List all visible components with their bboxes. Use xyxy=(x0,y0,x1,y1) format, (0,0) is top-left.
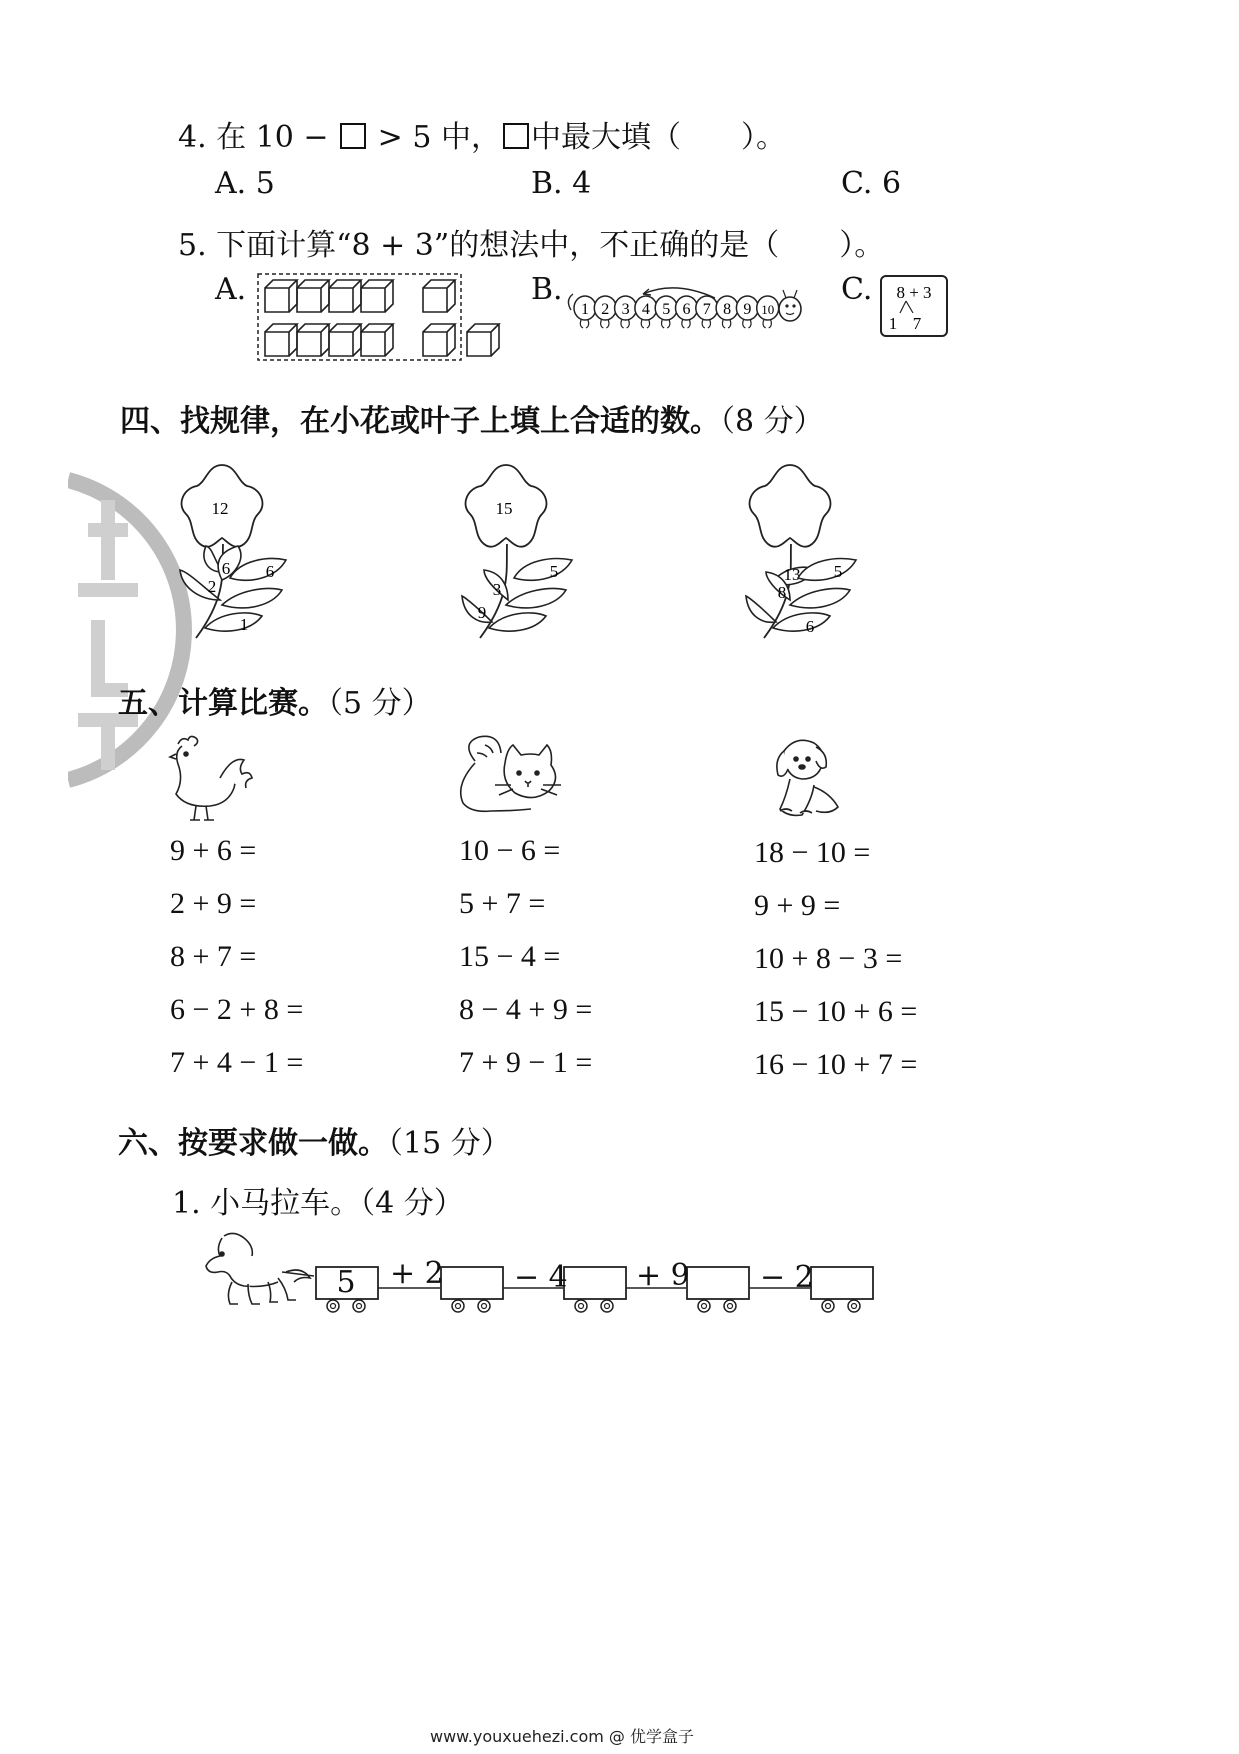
flower-1-leaf-c[interactable]: 2 xyxy=(207,577,217,596)
calc-column-1 xyxy=(170,834,370,1099)
calc-problem[interactable]: 7 + 4 − 1 = xyxy=(170,1046,304,1079)
cart-wheel xyxy=(452,1300,464,1312)
decomp-right: 7 xyxy=(912,314,922,333)
operation-4: − 2 xyxy=(760,1260,814,1295)
q5-option-c-label[interactable]: C. xyxy=(841,272,873,307)
operation-2: − 4 xyxy=(514,1260,568,1295)
caterpillar-feet xyxy=(682,320,690,328)
section5-heading xyxy=(118,678,432,722)
section4-points: （8 分） xyxy=(720,404,824,439)
calc-column-3 xyxy=(754,836,1014,1101)
puppy-illustration xyxy=(770,735,844,819)
flower-3-leaf-d[interactable]: 6 xyxy=(805,617,815,636)
section5-points: （5 分） xyxy=(328,686,432,721)
q5-number: 5. xyxy=(178,228,207,263)
footer-watermark: www.youxuehezi.com @ 优学盒子 xyxy=(430,1727,694,1746)
cart-wheel xyxy=(698,1300,710,1312)
calc-problem[interactable]: 8 + 7 = xyxy=(170,940,257,973)
caterpillar-number: 5 xyxy=(662,301,671,318)
cat-illustration xyxy=(455,733,570,815)
caterpillar-number: 8 xyxy=(723,301,732,318)
flower-pattern-3 xyxy=(746,465,856,638)
flower-3-leaf-a[interactable]: 13 xyxy=(783,565,801,584)
flower-pattern-1 xyxy=(180,465,286,638)
cube xyxy=(423,280,455,312)
caterpillar-feet xyxy=(763,320,771,328)
flower-2-leaf-a[interactable]: 5 xyxy=(549,562,559,581)
calc-column-2 xyxy=(459,834,679,1099)
section5-title: 五、计算比赛。 xyxy=(118,686,328,721)
cube xyxy=(423,324,455,356)
caterpillar-feet xyxy=(580,320,588,328)
rooster-illustration xyxy=(168,732,254,824)
q4-option-b[interactable]: B. 4 xyxy=(531,166,592,201)
flower-2-number[interactable]: 15 xyxy=(495,499,513,518)
operation-3: + 9 xyxy=(636,1258,690,1293)
calc-problem[interactable]: 10 − 6 = xyxy=(459,834,561,867)
caterpillar-feet xyxy=(722,320,730,328)
caterpillar-number: 1 xyxy=(581,301,589,318)
cube xyxy=(361,324,393,356)
flower-3-head xyxy=(750,465,831,547)
flower-1-leaf-b[interactable]: 6 xyxy=(265,562,275,581)
flower-3-leaf-b[interactable]: 5 xyxy=(833,562,843,581)
calc-problem[interactable]: 18 − 10 = xyxy=(754,836,871,869)
cart-wheel xyxy=(478,1300,490,1312)
flower-2-leaf-b[interactable]: 3 xyxy=(492,580,502,599)
caterpillar-number: 2 xyxy=(601,301,610,318)
cart-wheel xyxy=(601,1300,613,1312)
calc-problem[interactable]: 7 + 9 − 1 = xyxy=(459,1046,593,1079)
decomp-lines xyxy=(900,301,913,313)
calc-problem[interactable]: 8 − 4 + 9 = xyxy=(459,993,593,1026)
q4-text-post: 中最大填（ ）。 xyxy=(530,120,786,155)
calc-problem[interactable]: 2 + 9 = xyxy=(170,887,257,920)
caterpillar-feet xyxy=(743,320,751,328)
q4-stem xyxy=(178,112,786,156)
cart-5 xyxy=(811,1267,873,1312)
cube xyxy=(467,324,499,356)
decomp-left: 1 xyxy=(888,314,898,333)
q4-text-mid: > 5 中， xyxy=(377,120,501,155)
section6-heading xyxy=(118,1118,511,1162)
calc-problem[interactable]: 15 − 4 = xyxy=(459,940,561,973)
cube xyxy=(329,324,361,356)
caterpillar-number: 10 xyxy=(761,302,775,317)
q5-cubes-illustration xyxy=(255,272,505,364)
cart-wheel xyxy=(575,1300,587,1312)
operation-1: + 2 xyxy=(390,1256,444,1291)
q5-option-a-label[interactable]: A. xyxy=(215,272,247,307)
cart-4 xyxy=(687,1267,749,1312)
q5-option-b-label[interactable]: B. xyxy=(531,272,563,307)
caterpillar-number: 4 xyxy=(641,301,650,318)
cart-wheel xyxy=(724,1300,736,1312)
flower-3-leaf-c[interactable]: 8 xyxy=(777,583,787,602)
flower-pattern-2 xyxy=(462,465,572,638)
q5-decomposition-box xyxy=(880,275,948,337)
cart-2 xyxy=(441,1267,503,1312)
section4-heading xyxy=(120,396,824,440)
cart-1-value[interactable]: 5 xyxy=(336,1265,356,1300)
flower-patterns xyxy=(0,460,1239,660)
cart-3 xyxy=(564,1267,626,1312)
flower-1-leaf-d[interactable]: 1 xyxy=(239,615,249,634)
flower-1-number[interactable]: 12 xyxy=(211,499,229,518)
section6-points: （15 分） xyxy=(388,1126,511,1161)
caterpillar-tail xyxy=(568,294,573,310)
cube xyxy=(265,280,297,312)
cube xyxy=(329,280,361,312)
q4-blank-box-1 xyxy=(340,123,366,149)
horse-illustration xyxy=(202,1232,314,1314)
section4-title: 四、找规律，在小花或叶子上填上合适的数。 xyxy=(120,404,720,439)
calc-problem[interactable]: 10 + 8 − 3 = xyxy=(754,942,903,975)
calc-problem[interactable]: 9 + 9 = xyxy=(754,889,841,922)
caterpillar-number: 3 xyxy=(621,301,630,318)
q5-caterpillar-illustration xyxy=(565,276,810,338)
calc-problem[interactable]: 5 + 7 = xyxy=(459,887,546,920)
cube xyxy=(265,324,297,356)
q4-option-a[interactable]: A. 5 xyxy=(215,166,275,201)
caterpillar-number: 9 xyxy=(743,301,752,318)
caterpillar-feet xyxy=(601,320,609,328)
caterpillar-number: 7 xyxy=(702,301,711,318)
q4-number: 4. xyxy=(178,120,207,155)
flower-1-leaf-a[interactable]: 6 xyxy=(221,559,231,578)
q5-stem xyxy=(178,220,884,264)
calc-problem[interactable]: 6 − 2 + 8 = xyxy=(170,993,304,1026)
sub1-text: 1. 小马拉车。 xyxy=(172,1186,361,1221)
flower-1-leaf-bottom xyxy=(205,613,262,631)
caterpillar-feet xyxy=(641,320,649,328)
cart-wheel xyxy=(848,1300,860,1312)
caterpillar-number: 6 xyxy=(682,301,691,318)
cube xyxy=(297,324,329,356)
q4-text-pre: 在 10 − xyxy=(216,120,329,155)
decomp-top: 8 + 3 xyxy=(896,283,932,302)
sub1-points: （4 分） xyxy=(360,1186,464,1221)
cube xyxy=(297,280,329,312)
q4-option-c[interactable]: C. 6 xyxy=(841,166,902,201)
section6-sub1 xyxy=(172,1178,464,1222)
caterpillar-head xyxy=(779,290,801,321)
cube xyxy=(361,280,393,312)
caterpillar-feet xyxy=(662,320,670,328)
section6-title: 六、按要求做一做。 xyxy=(118,1126,388,1161)
calc-problem[interactable]: 9 + 6 = xyxy=(170,834,257,867)
q4-blank-box-2 xyxy=(503,123,529,149)
calc-problem[interactable]: 15 − 10 + 6 = xyxy=(754,995,918,1028)
caterpillar-feet xyxy=(621,320,629,328)
calc-problem[interactable]: 16 − 10 + 7 = xyxy=(754,1048,918,1081)
q5-text: 下面计算“8 + 3”的想法中，不正确的是（ ）。 xyxy=(216,228,885,263)
caterpillar-feet xyxy=(702,320,710,328)
flower-2-leaf-c[interactable]: 9 xyxy=(477,603,487,622)
cart-wheel xyxy=(822,1300,834,1312)
